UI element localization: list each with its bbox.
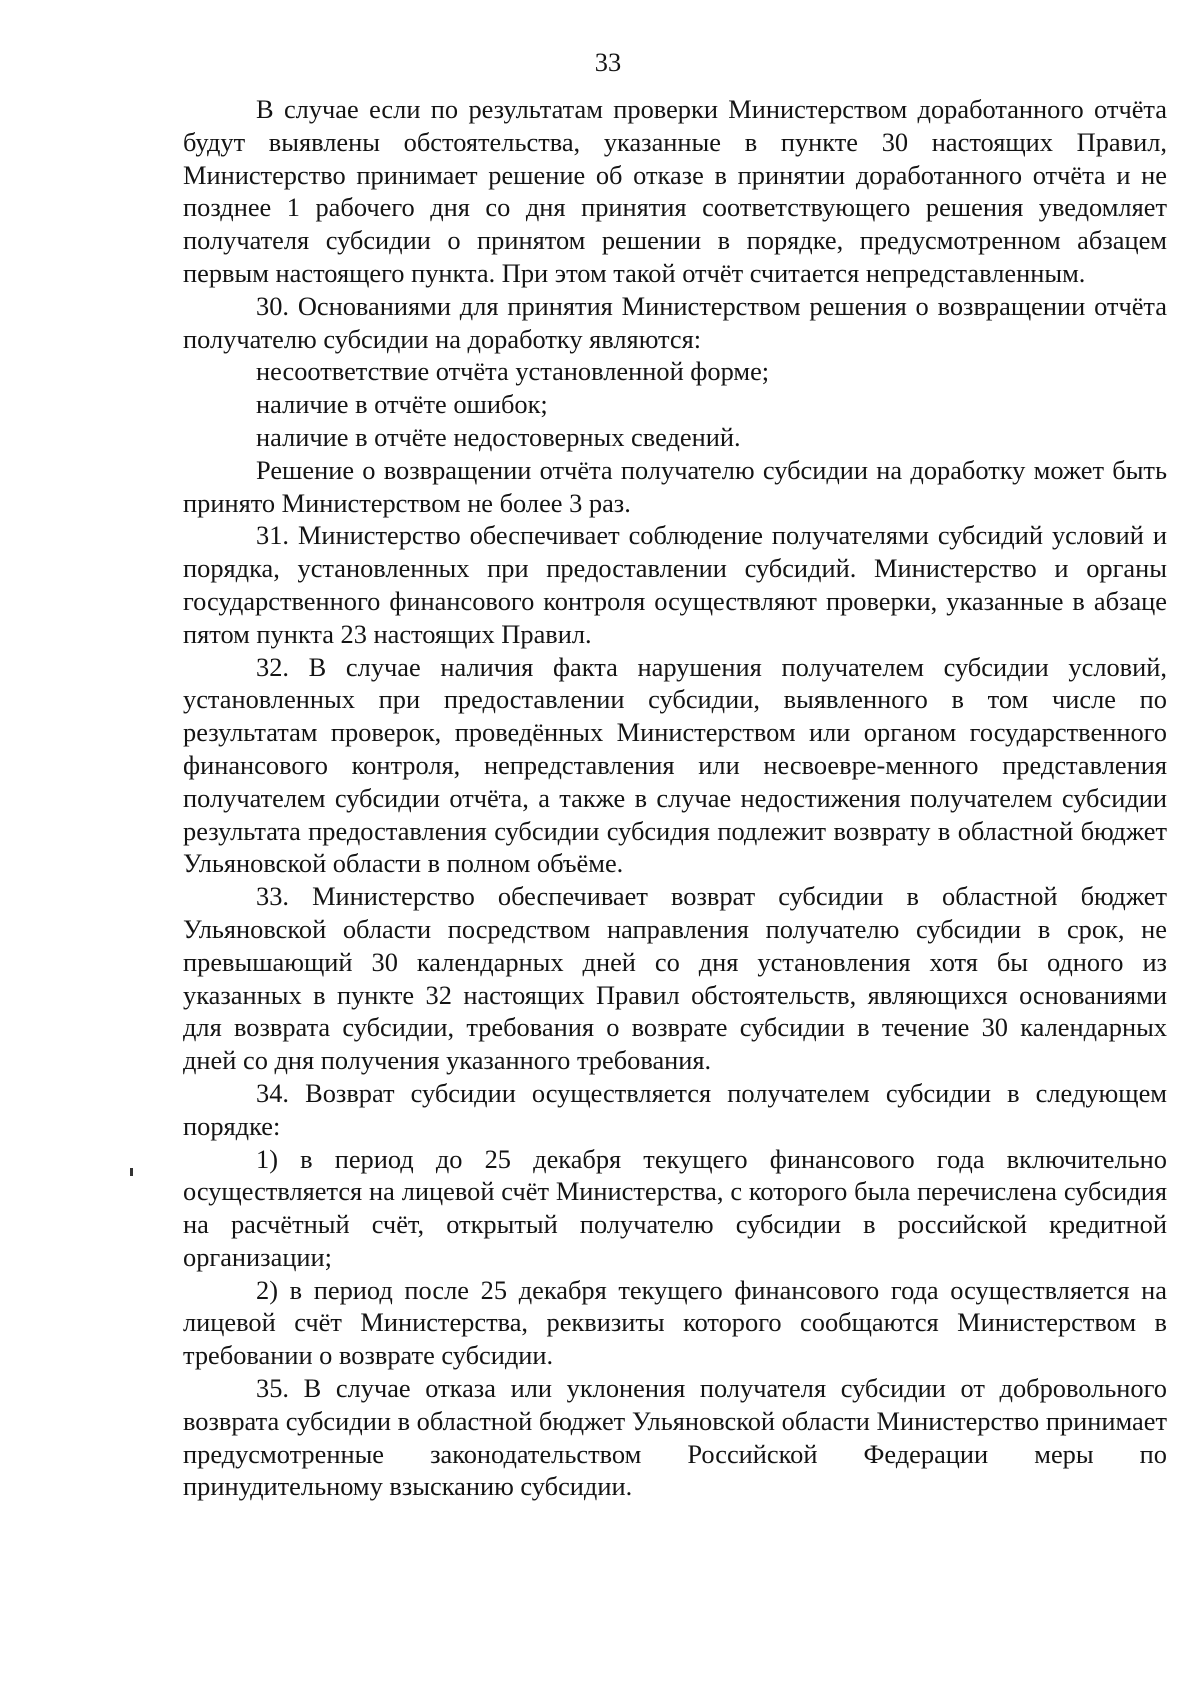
paragraph-34-return-procedure: 34. Возврат субсидии осуществляется получателем субсидии в следующем порядке: <box>183 1077 1167 1141</box>
paragraph-31-compliance-checks: 31. Министерство обеспечивает соблюдение получателями субсидий условий и порядка, установленных при предоставлении субсидий. Министерство и органы государственного финансового контроля осуществляют проверки, указанные в абзаце пятом пункта 23 настоящих Правил. <box>183 520 1167 649</box>
list-item-before-december-25: 1) в период до 25 декабря текущего финансового года включительно осуществляется на лицевой счёт Министерства, с которого была перечислена субсидия на расчётный счёт, открытый получателю субсидии в российской кредитной организации; <box>183 1143 1167 1272</box>
scan-speck <box>130 1168 133 1176</box>
paragraph-return-limit: Решение о возвращении отчёта получателю субсидии на доработку может быть принято Министерством не более 3 раз. <box>183 454 1167 518</box>
paragraph-rejection-of-revised-report: В случае если по результатам проверки Министерством доработанного отчёта будут выявлены обстоятельства, указанные в пункте 30 настоящих Правил, Министерство принимает решение об отказе в принятии доработанного отчёта и не позднее 1 рабочего дня со дня принятия соответствующего решения уведомляет получателя субсидии о принятом решении в порядке, предусмотренном абзацем первым настоящего пункта. При этом такой отчёт считается непредставленным. <box>183 94 1167 288</box>
paragraph-30-grounds-for-return: 30. Основаниями для принятия Министерством решения о возвращении отчёта получателю субсидии на доработку являются: <box>183 290 1167 354</box>
page-number: 33 <box>594 47 622 77</box>
list-item-after-december-25: 2) в период после 25 декабря текущего финансового года осуществляется на лицевой счёт Министерства, реквизиты которого сообщаются Министерством в требовании о возврате субсидии. <box>183 1274 1167 1371</box>
paragraph-35-forced-recovery: 35. В случае отказа или уклонения получателя субсидии от добровольного возврата субсидии в областной бюджет Ульяновской области Министерство принимает предусмотренные законодательством Российской Федерации меры по принудительному взысканию субсидии. <box>183 1373 1167 1502</box>
document-body <box>183 93 1167 1503</box>
paragraph-32-violation-return: 32. В случае наличия факта нарушения получателем субсидии условий, установленных при предоставлении субсидии, выявленного в том числе по результатам проверок, проведённых Министерством или органом государственного финансового контроля, непредставления или несвоевре-менного представления получателем субсидии отчёта, а также в случае недостижения получателем субсидии результата предоставления субсидии субсидия подлежит возврату в областной бюджет Ульяновской области в полном объёме. <box>183 651 1167 879</box>
list-item-errors: наличие в отчёте ошибок; <box>256 389 548 420</box>
list-item-form-mismatch: несоответствие отчёта установленной форме; <box>256 356 770 387</box>
list-item-unreliable-data: наличие в отчёте недостоверных сведений. <box>256 421 741 452</box>
paragraph-33-return-requirement: 33. Министерство обеспечивает возврат субсидии в областной бюджет Ульяновской области посредством направления получателю субсидии в срок, не превышающий 30 календарных дней со дня установления хотя бы одного из указанных в пункте 32 настоящих Правил обстоятельств, являющихся основаниями для возврата субсидии, требования о возврате субсидии в течение 30 календарных дней со дня получения указанного требования. <box>183 881 1167 1076</box>
